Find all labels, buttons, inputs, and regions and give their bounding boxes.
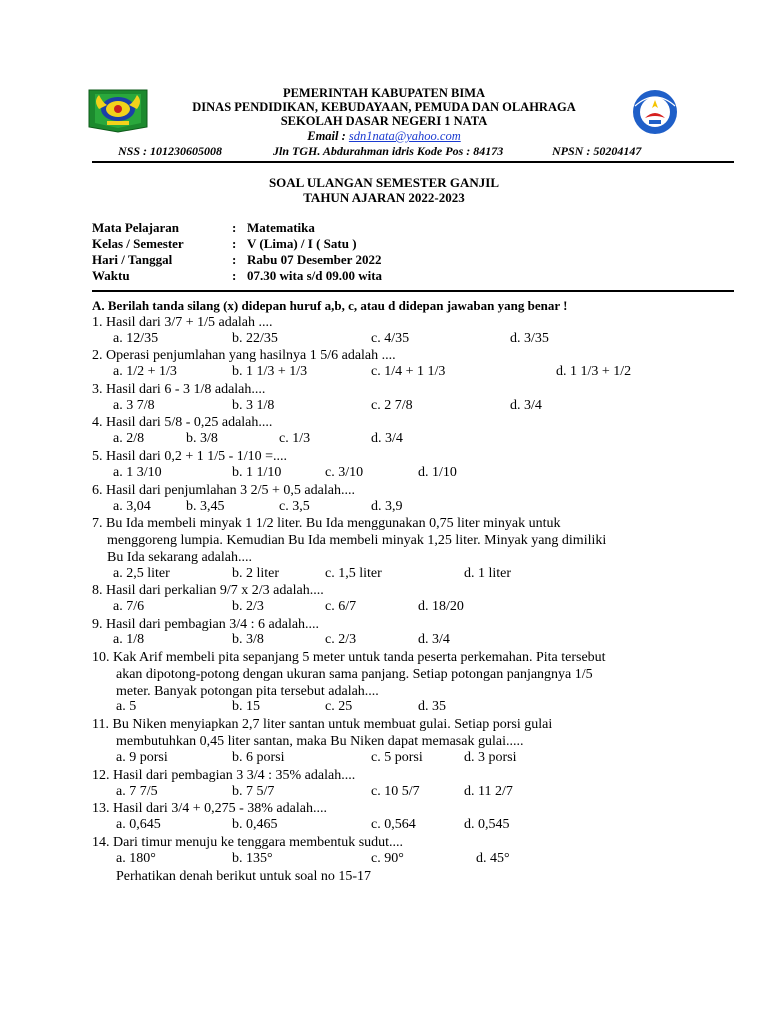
question-7-text: 7. Bu Ida membeli minyak 1 1/2 liter. Bu Ida menggunakan 0,75 liter minyak untuk	[92, 516, 561, 531]
question-8-option-d[interactable]: d. 18/20	[418, 599, 464, 614]
question-4-option-d[interactable]: d. 3/4	[371, 431, 403, 446]
question-5-option-c[interactable]: c. 3/10	[325, 465, 364, 480]
question-9-option-a[interactable]: a. 1/8	[113, 632, 145, 647]
info-value: Matematika	[247, 220, 315, 235]
question-4-option-a[interactable]: a. 2/8	[113, 431, 145, 446]
question-6-option-a[interactable]: a. 3,04	[113, 499, 151, 514]
question-11-text-cont: membutuhkan 0,45 liter santan, maka Bu Niken dapat memasak gulai.....	[116, 734, 524, 749]
info-label: Kelas / Semester	[92, 236, 184, 251]
question-7-text-cont: Bu Ida sekarang adalah....	[107, 550, 252, 565]
header-government: PEMERINTAH KABUPATEN BIMA	[282, 86, 486, 100]
question-1-option-d[interactable]: d. 3/35	[510, 331, 549, 346]
question-1-option-c[interactable]: c. 4/35	[371, 331, 410, 346]
header-divider	[92, 161, 734, 163]
question-11-text: 11. Bu Niken menyiapkan 2,7 liter santan untuk membuat gulai. Setiap porsi gulai	[92, 717, 553, 732]
info-separator: :	[232, 220, 237, 235]
question-10-option-d[interactable]: d. 35	[418, 699, 446, 714]
question-2-text: 2. Operasi penjumlahan yang hasilnya 1 5/6 adalah ....	[92, 348, 396, 363]
question-4-option-b[interactable]: b. 3/8	[186, 431, 218, 446]
question-12-text: 12. Hasil dari pembagian 3 3/4 : 35% adalah....	[92, 768, 356, 783]
question-6-option-c[interactable]: c. 3,5	[279, 499, 310, 514]
info-divider	[92, 290, 734, 292]
question-8-option-c[interactable]: c. 6/7	[325, 599, 357, 614]
question-4-option-c[interactable]: c. 1/3	[279, 431, 311, 446]
info-label: Waktu	[92, 268, 130, 283]
header-school-name: SEKOLAH DASAR NEGERI 1 NATA	[280, 114, 488, 128]
question-13-option-b[interactable]: b. 0,465	[232, 817, 278, 832]
question-5-option-b[interactable]: b. 1 1/10	[232, 465, 282, 480]
question-3-option-c[interactable]: c. 2 7/8	[371, 398, 413, 413]
question-4-text: 4. Hasil dari 5/8 - 0,25 adalah....	[92, 415, 273, 430]
question-10-option-b[interactable]: b. 15	[232, 699, 260, 714]
info-value: Rabu 07 Desember 2022	[247, 252, 382, 267]
question-1-text: 1. Hasil dari 3/7 + 1/5 adalah ....	[92, 315, 273, 330]
info-label: Mata Pelajaran	[92, 220, 180, 235]
question-6-option-d[interactable]: d. 3,9	[371, 499, 403, 514]
question-9-text: 9. Hasil dari pembagian 3/4 : 6 adalah....	[92, 617, 320, 632]
question-7-option-c[interactable]: c. 1,5 liter	[325, 566, 382, 581]
question-14-option-b[interactable]: b. 135°	[232, 851, 273, 866]
question-3-text: 3. Hasil dari 6 - 3 1/8 adalah....	[92, 382, 266, 397]
question-14-option-d[interactable]: d. 45°	[476, 851, 510, 866]
question-14-option-a[interactable]: a. 180°	[116, 851, 156, 866]
info-label: Hari / Tanggal	[92, 252, 173, 267]
header-email-line	[0, 129, 768, 144]
question-6-option-b[interactable]: b. 3,45	[186, 499, 225, 514]
question-10-text: 10. Kak Arif membeli pita sepanjang 5 meter untuk tanda peserta perkemahan. Pita tersebut	[92, 650, 606, 665]
info-value: V (Lima) / I ( Satu )	[247, 236, 357, 251]
question-13-text: 13. Hasil dari 3/4 + 0,275 - 38% adalah....	[92, 801, 327, 816]
question-7-option-b[interactable]: b. 2 liter	[232, 566, 280, 581]
question-5-text: 5. Hasil dari 0,2 + 1 1/5 - 1/10 =....	[92, 449, 288, 464]
question-9-option-d[interactable]: d. 3/4	[418, 632, 450, 647]
question-12-option-d[interactable]: d. 11 2/7	[464, 784, 513, 799]
nss-number: NSS : 101230605008	[118, 144, 223, 158]
question-2-option-d[interactable]: d. 1 1/3 + 1/2	[556, 364, 632, 379]
question-8-option-a[interactable]: a. 7/6	[113, 599, 145, 614]
question-10-option-c[interactable]: c. 25	[325, 699, 353, 714]
question-8-option-b[interactable]: b. 2/3	[232, 599, 264, 614]
question-11-option-d[interactable]: d. 3 porsi	[464, 750, 517, 765]
question-1-option-a[interactable]: a. 12/35	[113, 331, 159, 346]
question-14-text: 14. Dari timur menuju ke tenggara membentuk sudut....	[92, 835, 404, 850]
question-12-option-c[interactable]: c. 10 5/7	[371, 784, 420, 799]
question-10-option-a[interactable]: a. 5	[116, 699, 137, 714]
question-5-option-a[interactable]: a. 1 3/10	[113, 465, 162, 480]
question-2-option-a[interactable]: a. 1/2 + 1/3	[113, 364, 177, 379]
info-value: 07.30 wita s/d 09.00 wita	[247, 268, 383, 283]
question-5-option-d[interactable]: d. 1/10	[418, 465, 457, 480]
question-8-text: 8. Hasil dari perkalian 9/7 x 2/3 adalah....	[92, 583, 324, 598]
question-7-option-a[interactable]: a. 2,5 liter	[113, 566, 170, 581]
question-9-option-c[interactable]: c. 2/3	[325, 632, 357, 647]
map-instruction-note: Perhatikan denah berikut untuk soal no 15-17	[116, 869, 372, 884]
exam-title: SOAL ULANGAN SEMESTER GANJIL	[268, 175, 500, 190]
question-11-option-c[interactable]: c. 5 porsi	[371, 750, 423, 765]
email-link[interactable]: sdn1nata@yahoo.com	[348, 129, 461, 143]
question-1-option-b[interactable]: b. 22/35	[232, 331, 278, 346]
question-7-option-d[interactable]: d. 1 liter	[464, 566, 512, 581]
question-11-option-a[interactable]: a. 9 porsi	[116, 750, 168, 765]
question-3-option-b[interactable]: b. 3 1/8	[232, 398, 275, 413]
info-separator: :	[232, 268, 237, 283]
header-department: DINAS PENDIDIKAN, KEBUDAYAAN, PEMUDA DAN OLAHRAGA	[192, 100, 576, 114]
question-12-option-a[interactable]: a. 7 7/5	[116, 784, 158, 799]
npsn-number: NPSN : 50204147	[552, 144, 642, 158]
question-10-text-cont: akan dipotong-potong dengan ukuran sama panjang. Setiap potongan panjangnya 1/5	[116, 667, 593, 682]
question-3-option-d[interactable]: d. 3/4	[510, 398, 542, 413]
question-13-option-d[interactable]: d. 0,545	[464, 817, 510, 832]
email-label: Email :	[307, 129, 349, 143]
question-10-text-cont: meter. Banyak potongan pita tersebut adalah....	[116, 684, 379, 699]
question-9-option-b[interactable]: b. 3/8	[232, 632, 264, 647]
school-address: Jln TGH. Abdurahman idris Kode Pos : 84173	[273, 144, 504, 158]
question-2-option-c[interactable]: c. 1/4 + 1 1/3	[371, 364, 446, 379]
exam-academic-year: TAHUN AJARAN 2022-2023	[303, 190, 465, 205]
question-7-text-cont: menggoreng lumpia. Kemudian Bu Ida membeli minyak 1,25 liter. Minyak yang dimiliki	[107, 533, 607, 548]
question-6-text: 6. Hasil dari penjumlahan 3 2/5 + 0,5 adalah....	[92, 483, 355, 498]
question-3-option-a[interactable]: a. 3 7/8	[113, 398, 155, 413]
info-separator: :	[232, 252, 237, 267]
question-13-option-a[interactable]: a. 0,645	[116, 817, 161, 832]
question-2-option-b[interactable]: b. 1 1/3 + 1/3	[232, 364, 308, 379]
section-a-instruction: A. Berilah tanda silang (x) didepan huruf a,b, c, atau d didepan jawaban yang benar !	[92, 298, 568, 313]
info-separator: :	[232, 236, 237, 251]
question-12-option-b[interactable]: b. 7 5/7	[232, 784, 275, 799]
question-14-option-c[interactable]: c. 90°	[371, 851, 404, 866]
question-13-option-c[interactable]: c. 0,564	[371, 817, 416, 832]
question-11-option-b[interactable]: b. 6 porsi	[232, 750, 285, 765]
